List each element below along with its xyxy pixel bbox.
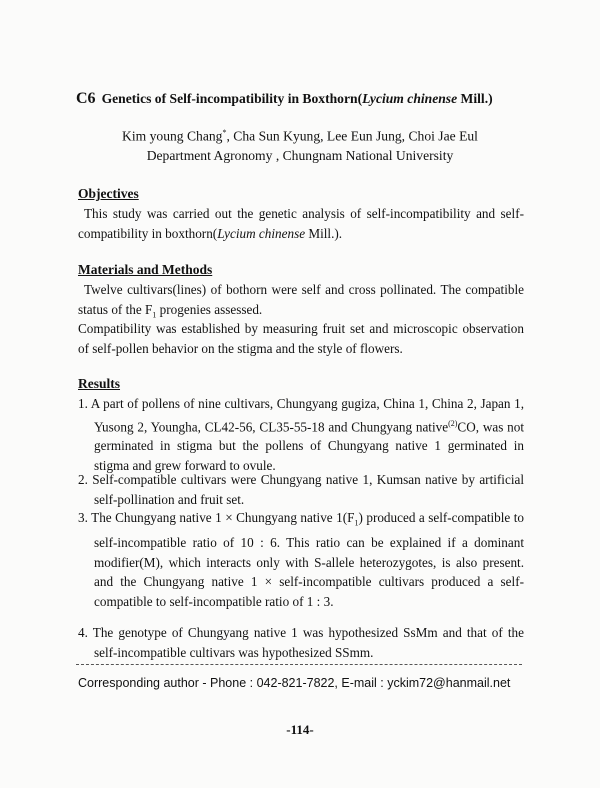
corresponding-mark: * [222, 128, 227, 137]
footnote-divider [76, 664, 522, 665]
methods-paragraph-1: Twelve cultivars(lines) of bothorn were self and cross pollinated. The compatible status of the $F_1$ progenies assessed. [78, 282, 524, 320]
affiliation: Department Agronomy , Chungnam National University [146, 148, 454, 163]
author-list [0, 128, 600, 145]
author-first: Kim young Chang [122, 128, 223, 144]
methods-paragraph-2: Compatibility was established by measuring fruit set and microscopic observation of self-pollen behavior on the stigma and the style of flowers. [78, 321, 524, 356]
title-tail: Mill.) [457, 91, 493, 106]
title-text: Genetics of Self-incompatibility in Boxthorn( [101, 91, 363, 106]
results-heading: Results [78, 376, 121, 391]
result-item-4: 4. The genotype of Chungyang native 1 was hypothesized SsMm and that of the self-incompatible cultivars was hypothesized SSmm. [78, 625, 524, 660]
abstract-code: C6 [76, 90, 96, 107]
corresponding-author: Corresponding author - Phone : 042-821-7822, E-mail : yckim72@hanmail.net [78, 676, 511, 690]
result-item-2: 2. Self-compatible cultivars were Chungyang native 1, Kumsan native by artificial self-pollination and fruit set. [78, 472, 524, 507]
paper-title [76, 90, 576, 108]
result-item-3: 3. The Chungyang native 1 × Chungyang native $1(F_1)$ produced a self-compatible to self-incompatible ratio of 10 : 6. This ratio can be explained if a dominant modifier(M), which interacts only with S-allele heterozygotes, is also present. and the Chungyang native 1 × self-incompatible cultivars produced a self-compatible to self-incompatible ratio of 1 : 3. [78, 510, 525, 609]
objectives-heading: Objectives [78, 186, 139, 201]
title-species: Lycium chinense [362, 91, 458, 106]
page-number: -114- [286, 722, 314, 737]
author-rest: , Cha Sun Kyung, Lee Eun Jung, Choi Jae Eul [226, 128, 478, 144]
result-item-1: 1. A part of pollens of nine cultivars, Chungyang gugiza, China 1, China 2, Japan 1, Yusong 2, Youngha, CL42-56, CL35-55-18 and Chungyang native$^{(2)}$CO, was not germinated in stigma but the pollens of Chungyang native 1 germinated in stigma and grew forward to ovule. [78, 396, 524, 473]
objectives-text: This study was carried out the genetic analysis of self-incompatibility and self-compatibility in boxthorn(Lycium chinense Mill.). [78, 206, 524, 241]
methods-heading: Materials and Methods [78, 262, 213, 277]
